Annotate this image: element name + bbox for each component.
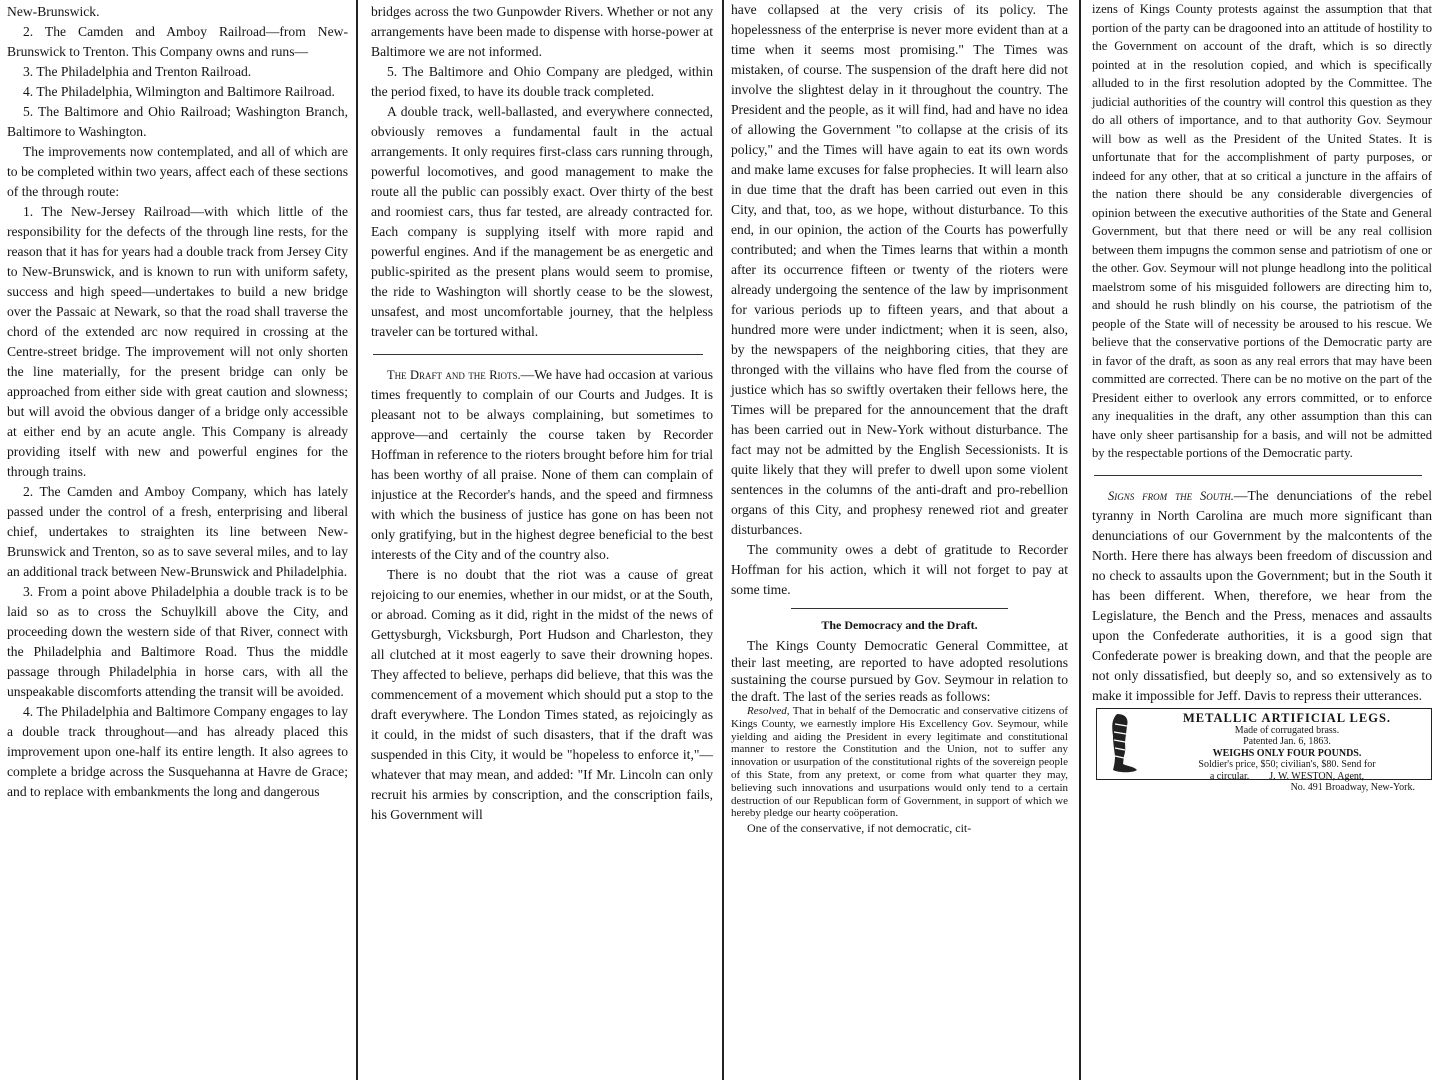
paragraph: 3. From a point above Philadelphia a double track is to be laid so as to cross the Schuylkill above the City, and proceeding down the western side of that River, connect with the Philadelphia and Baltimore Road. Thus the middle passage through Philadelphia in horse cars, with all the unspeakable discomforts attending the transit will be avoided. <box>7 584 348 699</box>
paragraph: 5. The Baltimore and Ohio Company are pledged, within the period fixed, to have its double track completed. <box>371 64 713 99</box>
paragraph: A double track, well-ballasted, and everywhere connected, obviously removes a fundamental fault in the actual arrangements. It only requires first-class cars running through, powerful locomotives, and good management to make the route all the public can possibly exact. Over thirty of the best and roomiest cars, thus far tested, are already contracted for. Each company is supplying itself with more rapid and powerful engines. And if the management be as energetic and public-spirited as the present plans would seem to promise, the ride to Washington will shortly cease to be the slowest, unsafest, and most uncomfortable journey, that the helpless traveler can be tortured withal. <box>371 104 713 339</box>
article-body: —The denunciations of the rebel tyranny in North Carolina are much more significant than denunciations of our Government by the malcontents of the North. Here there has always been freedom of discussion and no check to assaults upon the Government; but in the South it has been different. When, therefore, we hear from the Legislature, the Bench and the Press, menaces and assaults upon the Confederate authorities, it is a good sign that Confederate power is breaking down, and that the people are not only dissatisfied, but deeply so, and so extensively as to make it impossible for Jeff. Davis to repress their utterances. <box>1092 487 1432 703</box>
column-rule <box>722 0 724 1080</box>
paragraph: There is no doubt that the riot was a cause of great rejoicing to our enemies, whether in our midst, or at the South, or abroad. Coming as it did, right in the midst of the news of Gettysburgh, Vicksburgh, Port Hudson and Charleston, they all clutched at it most eagerly to save their drowning hopes. They affected to believe, perhaps did believe, that this was the commencement of a movement which should put a stop to the draft everywhere. The London Times stated, as rejoicingly as it could, in the midst of such disasters, that if the draft was suspended in this City, it would be "hopeless to enforce it,"—whatever that may mean, and added: "If Mr. Lincoln can only recruit his armies by conscription, and the conscription fails, his Government will <box>371 567 713 822</box>
article-body: —We have had occasion at various times frequently to complain of our Courts and Judges. It is pleasant not to be always complaining, but sometimes to approve—and certainly the course taken by Recorder Hoffman in reference to the rioters brought before him for trial has been worthy of all praise. None of them can complain of injustice at the Recorder's hands, and the speed and firmness with which the business of justice has gone on has been not only gratifying, but in the highest degree beneficial to the best interests of the City and of the country also. <box>371 367 713 562</box>
paragraph: 4. The Philadelphia, Wilmington and Baltimore Railroad. <box>23 84 335 99</box>
column-2 <box>361 0 719 1080</box>
advertisement-line: a circular. J. W. WESTON, Agent, <box>1209 770 1365 782</box>
column-1 <box>0 0 352 1080</box>
section-divider <box>373 354 703 355</box>
section-divider <box>791 608 1008 609</box>
paragraph: bridges across the two Gunpowder Rivers. Whether or not any arrangements have been made to dispense with horse-power at Baltimore we are not informed. <box>371 4 713 59</box>
paragraph: 1. The New-Jersey Railroad—with which little of the responsibility for the defects of the through line rests, for the reason that it has for years had a double track from Jersey City to New-Brunswick, and is known to run with uniform safety, success and high speed—undertakes to build a new bridge over the Passaic at Newark, so that the road shall traverse the chord of the extended arc now required in crossing at the Centre-street bridge. The improvement will not only shorten the line materially, for the present bridge can only be approached from either side with great caution and slowness; but will avoid the obvious danger of a bridge only accessible at either end by an acute angle. This Company is already providing itself with new and powerful engines for the through trains. <box>7 204 348 479</box>
paragraph: The Kings County Democratic General Committee, at their last meeting, are reported to have adopted resolutions sustaining the course pursued by Gov. Seymour in relation to the draft. The last of the series reads as follows: <box>731 638 1068 704</box>
article-subheading: The Democracy and the Draft. <box>821 618 978 632</box>
column-4 <box>1084 0 1438 1080</box>
article-heading: Signs from the South. <box>1108 488 1234 503</box>
column-3 <box>727 0 1074 1080</box>
paragraph: One of the conservative, if not democratic, cit- <box>747 821 972 836</box>
resolved-label: Resolved, <box>747 705 790 717</box>
paragraph: 4. The Philadelphia and Baltimore Company engages to lay a double track throughout—and has already placed this improvement upon one-half its entire length. It also agrees to complete a bridge across the Susquehanna at Havre de Grace; and to replace with embankments the long and dangerous <box>7 704 348 799</box>
paragraph: 2. The Camden and Amboy Company, which has lately passed under the control of a fresh, enterprising and liberal chief, undertakes to straighten its line between New-Brunswick and Trenton, so as to save several miles, and to lay an additional track between New-Brunswick and Philadelphia. <box>7 484 348 579</box>
advertisement-text <box>1147 711 1427 794</box>
advertisement-line: Made of corrugated brass. <box>1234 724 1340 736</box>
advertisement-line: Soldier's price, $50; civilian's, $80. Send for <box>1198 759 1376 770</box>
section-divider <box>1094 475 1422 476</box>
paragraph: 5. The Baltimore and Ohio Railroad; Washington Branch, Baltimore to Washington. <box>7 104 348 139</box>
paragraph: have collapsed at the very crisis of its policy. The hopelessness of the enterprise is never more evident than at a time when it seems most promising." The Times was mistaken, of course. The suspension of the draft here did not involve the slightest delay in it throughout the country. The President and the people, as it will find, had and have no idea of allowing the Government "to collapse at the crisis of its policy," and the Times will have again to eat its own words and make lame excuses for false prophecies. It will learn also in due time that the draft has been carried out even in this City, and that, too, as we hope, without disturbance. To this end, in our opinion, the action of the Courts has powerfully contributed; and when the Times learns that within a month after its occurrence fifteen or twenty of the rioters were already undergoing the sentence of the law by imprisonment for various periods up to fifteen years, and that about a hundred more were under indictment; when it is seen, also, by the newspapers of the neighboring cities, that they are thronged with the villains who have fled from the course of justice which has so swiftly overtaken their fellows here, the Times will be prepared for the announcement that the draft has been carried out in New-York without disturbance. The fact may not be admitted by the English Secessionists. It is quite likely that they will prefer to dwell upon some violent sentences in the columns of the anti-draft and pro-rebellion organs of this City, and prophesy renewed riot and greater disturbances. <box>731 2 1068 537</box>
resolution-text <box>731 705 1068 820</box>
article-draft-riots <box>371 365 713 565</box>
artificial-leg-icon <box>1103 712 1141 774</box>
column-rule <box>1079 0 1081 1080</box>
paragraph: 3. The Philadelphia and Trenton Railroad. <box>23 64 252 79</box>
advertisement-title: METALLIC ARTIFICIAL LEGS. <box>1182 710 1392 725</box>
paragraph: izens of Kings County protests against the assumption that that portion of the party can be dragooned into an attitude of hostility to the Government on account of the draft, which is so directly pointed at in the resolution copied, and which is specifically alluded to in the first resolution adopted by the Committee. The judicial authorities of the country will control this question as they do all others of importance, and to that authority Gov. Seymour will bow as well as the President of the United States. It is unfortunate that for the accomplishment of party purposes, or indeed for any other, that at so critical a juncture in the affairs of the nation there should be any considerable divergencies of opinion between the executive authorities of the State and General Government, but that there need or will be any real collision between them impugns the common sense and patriotism of one or the other. Gov. Seymour will not plunge headlong into the political maelstrom some of his misguided followers are directing him to, and should he rush blindly on his course, the patriotism of the people of the State will of necessity be aroused to his rescue. We believe that the conservative portions of the Democratic party are in favor of the draft, as soon as any real errors that may have been committed are corrected. There can be no motive on the part of the President either to overlook any errors committed, or to enforce any inequalities in the draft, any other assumption than this can have only sheer partisanship for a basis, and will not be admitted by the respectable portions of the Democratic party. <box>1092 2 1432 460</box>
advertisement-line: WEIGHS ONLY FOUR POUNDS. <box>1212 747 1362 759</box>
advertisement-line: Patented Jan. 6, 1863. <box>1243 736 1331 747</box>
advertisement-line: No. 491 Broadway, New-York. <box>1290 782 1415 793</box>
resolution-body: That in behalf of the Democratic and conservative citizens of Kings County, we earnestly implore His Excellency Gov. Seymour, while yielding and aiding the President in every legitimate and constitutional manner to restore the Constitution and the Union, not to suffer any innovation or usurpation of the constitutional rights of the sovereign people of this State, from any pretext, or come from what quarter they may, believing such innovations and usurpations would only tend to a certain destruction of our Republican form of Government, in support of which we hereby pledge our hearty coöperation. <box>731 705 1068 820</box>
article-signs-south <box>1092 486 1432 706</box>
column-rule <box>356 0 358 1080</box>
paragraph: New-Brunswick. <box>7 4 100 19</box>
article-heading: The Draft and the Riots. <box>387 368 521 382</box>
paragraph: The improvements now contemplated, and all of which are to be completed within two years, affect each of these sections of the through route: <box>7 144 348 199</box>
advertisement <box>1096 708 1432 793</box>
paragraph: The community owes a debt of gratitude to Recorder Hoffman for his action, which it will not forget to pay at some time. <box>731 542 1068 597</box>
paragraph: 2. The Camden and Amboy Railroad—from New-Brunswick to Trenton. This Company owns and runs— <box>7 24 348 59</box>
